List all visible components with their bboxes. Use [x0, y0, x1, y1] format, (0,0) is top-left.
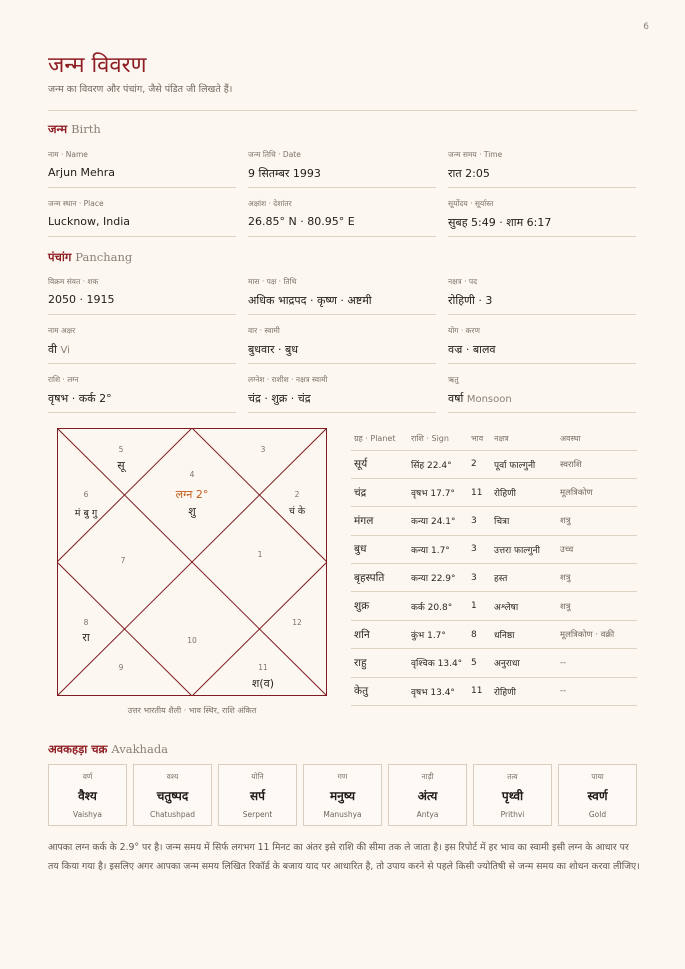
page-subtitle: जन्म का विवरण और पंचांग, जैसे पंडित जी लिखते हैं। [48, 84, 233, 95]
field-value: Arjun Mehra [48, 166, 116, 179]
sign-cell: वृषभ 17.7° [408, 478, 468, 506]
planet-cell: बृहस्पति [351, 564, 408, 592]
house-cell: 5 [468, 649, 491, 677]
kundli-chart [57, 428, 327, 696]
field-value: रात 2:05 [448, 167, 490, 180]
avakhada-value: सर्प [250, 789, 265, 803]
planet-cell: सूर्य [351, 450, 408, 478]
avakhada-card-varna [48, 764, 127, 826]
field-value-hi: वी [48, 343, 57, 356]
panchang-heading-hi: पंचांग [48, 250, 72, 264]
panchang-heading [48, 250, 132, 265]
planet-cell: मंगल [351, 507, 408, 535]
avakhada-key: नाड़ी [421, 772, 434, 781]
divider [48, 110, 637, 111]
field-value: 9 सितम्बर 1993 [248, 167, 321, 180]
field-value: अधिक भाद्रपद · कृष्ण · अष्टमी [248, 294, 372, 307]
field-date [248, 150, 436, 188]
planet-table [351, 428, 637, 706]
house-number: 4 [189, 470, 195, 479]
planet-cell: बुध [351, 535, 408, 563]
avakhada-translit: Gold [588, 810, 607, 819]
birth-heading-hi: जन्म [48, 122, 68, 136]
planet-cell: केतु [351, 677, 408, 705]
table-row [351, 592, 637, 620]
table-row [351, 620, 637, 648]
sign-cell: कुंभ 1.7° [408, 620, 468, 648]
house-planets: शु [188, 505, 196, 518]
avakhada-translit: Manushya [323, 810, 362, 819]
avakhada-heading [48, 742, 168, 757]
page-title: जन्म विवरण [48, 53, 147, 78]
avakhada-value: अंत्य [417, 789, 438, 803]
avakhada-key: तत्व [507, 772, 518, 781]
lagna-note: आपका लग्न कर्क के 2.9° पर है। जन्म समय में सिर्फ लगभग 11 मिनट का अंतर इसे राशि की सीमा तक ले जाता है। इस रिपोर्ट में हर भाव का स्वामी इसी लग्न के आधार पर तय किया गया है। इसलिए अगर आपका जन्म समय लिखित रिकॉर्ड के बजाय याद पर आधारित है, तो उपाय करने से पहले किसी ज्योतिषी से जन्म समय का शोधन करवा लीजिए। [48, 842, 640, 872]
field-label: जन्म स्थान · Place [48, 199, 104, 208]
nakshatra-cell: रोहिणी [491, 478, 557, 506]
table-row [351, 478, 637, 506]
nakshatra-cell: धनिष्ठा [491, 620, 557, 648]
sign-cell: कन्या 22.9° [408, 564, 468, 592]
planet-cell: चंद्र [351, 478, 408, 506]
field-value: 26.85° N · 80.95° E [248, 215, 355, 228]
field-label: विक्रम संवत · शक [48, 277, 99, 286]
avakhada-translit: Vaishya [73, 810, 102, 819]
column-header: अवस्था [557, 428, 637, 450]
nakshatra-cell: उत्तरा फाल्गुनी [491, 535, 557, 563]
sign-cell: कर्क 20.8° [408, 592, 468, 620]
house-cell: 3 [468, 564, 491, 592]
avakhada-translit: Serpent [242, 810, 273, 819]
house-number: 11 [258, 663, 268, 672]
house-cell: 11 [468, 677, 491, 705]
avakhada-value: मनुष्य [329, 789, 356, 803]
avakhada-card-yoni [218, 764, 297, 826]
avakhada-key: योनि [251, 772, 264, 781]
avakhada-value: वैश्य [78, 789, 97, 803]
table-row [351, 535, 637, 563]
panchang-heading-en: Panchang [75, 250, 133, 264]
field-value [448, 391, 636, 406]
field-value: वृषभ · कर्क 2° [48, 392, 112, 405]
field-lords [248, 375, 436, 413]
state-cell: स्वराशि [557, 450, 637, 478]
sign-cell: कन्या 24.1° [408, 507, 468, 535]
field-value: सुबह 5:49 · शाम 6:17 [448, 216, 552, 229]
sign-cell: वृश्चिक 13.4° [408, 649, 468, 677]
table-row [351, 564, 637, 592]
house-cell: 3 [468, 507, 491, 535]
column-header: राशि · Sign [408, 428, 468, 450]
field-value-hi: वर्षा [448, 392, 464, 405]
avakhada-translit: Prithvi [500, 810, 525, 819]
birth-heading-en: Birth [71, 122, 101, 136]
avakhada-card-gana [303, 764, 382, 826]
field-rashi [48, 375, 236, 413]
table-row [351, 507, 637, 535]
field-value-en: Vi [60, 345, 70, 356]
nakshatra-cell: हस्त [491, 564, 557, 592]
field-samvat [48, 277, 236, 315]
avakhada-card-nadi [388, 764, 467, 826]
field-ritu [448, 375, 636, 413]
house-planets: मं बु गु [74, 508, 98, 519]
field-label: नाम अक्षर [48, 326, 76, 335]
house-number: 7 [120, 556, 126, 565]
avakhada-translit: Chatushpad [149, 810, 196, 819]
field-label: सूर्योदय · सूर्यास्त [448, 199, 494, 208]
field-label: ऋतु [448, 375, 459, 384]
field-nakshatra [448, 277, 636, 315]
field-label: जन्म तिथि · Date [248, 150, 301, 159]
kundli-grid [57, 428, 327, 696]
field-time [448, 150, 636, 188]
nakshatra-cell: अनुराधा [491, 649, 557, 677]
field-label: अक्षांश · देशांतर [248, 199, 292, 208]
field-value: रोहिणी · 3 [448, 294, 493, 307]
avakhada-key: वर्ण [82, 772, 93, 781]
house-number: 6 [83, 490, 89, 499]
lagna-label: लग्न 2° [175, 488, 209, 501]
planet-cell: राहु [351, 649, 408, 677]
house-cell: 3 [468, 535, 491, 563]
table-header-row [351, 428, 637, 450]
field-yoga [448, 326, 636, 364]
state-cell: -- [557, 677, 637, 705]
avakhada-translit: Antya [416, 810, 439, 819]
state-cell: शत्रु [557, 507, 637, 535]
avakhada-value: स्वर्ण [587, 789, 608, 803]
house-number: 5 [118, 445, 124, 454]
field-label: वार · स्वामी [248, 326, 280, 335]
house-planets: सू [117, 459, 125, 472]
page-number: 6 [643, 22, 649, 32]
chart-caption: उत्तर भारतीय शैली · भाव स्थिर, राशि अंकित [127, 706, 257, 715]
field-label: जन्म समय · Time [448, 150, 503, 159]
table-row [351, 677, 637, 705]
table-row [351, 649, 637, 677]
nakshatra-cell: रोहिणी [491, 677, 557, 705]
field-coordinates [248, 199, 436, 237]
state-cell: -- [557, 649, 637, 677]
avakhada-heading-en: Avakhada [111, 742, 169, 756]
field-value: वज्र · बालव [448, 343, 496, 356]
house-number: 3 [260, 445, 266, 454]
avakhada-heading-hi: अवकहड़ा चक्र [48, 742, 108, 756]
column-header: ग्रह · Planet [351, 428, 408, 450]
field-label: मास · पक्ष · तिथि [248, 277, 297, 286]
field-name [48, 150, 236, 188]
house-number: 1 [257, 550, 263, 559]
avakhada-value: पृथ्वी [501, 789, 524, 803]
house-number: 2 [294, 490, 300, 499]
field-value-en: Monsoon [466, 394, 512, 405]
state-cell: मूलत्रिकोण · वक्री [557, 620, 637, 648]
avakhada-card-paya [558, 764, 637, 826]
table-row [351, 450, 637, 478]
column-header: भाव [468, 428, 491, 450]
house-number: 10 [187, 636, 197, 645]
house-cell: 11 [468, 478, 491, 506]
field-masa [248, 277, 436, 315]
nakshatra-cell: पूर्वा फाल्गुनी [491, 450, 557, 478]
avakhada-key: वश्य [166, 772, 179, 781]
house-cell: 2 [468, 450, 491, 478]
field-value: 2050 · 1915 [48, 293, 115, 306]
house-number: 12 [292, 618, 302, 627]
field-value: Lucknow, India [48, 215, 131, 228]
avakhada-card-vashya [133, 764, 212, 826]
field-name-letter [48, 326, 236, 364]
sign-cell: वृषभ 13.4° [408, 677, 468, 705]
avakhada-card-tattva [473, 764, 552, 826]
state-cell: मूलत्रिकोण [557, 478, 637, 506]
state-cell: शत्रु [557, 564, 637, 592]
house-cell: 8 [468, 620, 491, 648]
avakhada-value: चतुष्पद [156, 789, 189, 803]
column-header: नक्षत्र [491, 428, 557, 450]
house-planets: रा [82, 631, 90, 644]
planet-cell: शनि [351, 620, 408, 648]
sign-cell: कन्या 1.7° [408, 535, 468, 563]
field-value: चंद्र · शुक्र · चंद्र [248, 392, 311, 405]
field-label: लग्नेश · राशीश · नक्षत्र स्वामी [248, 375, 328, 384]
birth-heading [48, 122, 101, 137]
field-label: योग · करण [448, 326, 480, 335]
field-label: राशि · लग्न [48, 375, 79, 384]
state-cell: उच्च [557, 535, 637, 563]
avakhada-key: पाया [591, 772, 604, 781]
sign-cell: सिंह 22.4° [408, 450, 468, 478]
field-value: बुधवार · बुध [248, 343, 299, 356]
nakshatra-cell: चित्रा [491, 507, 557, 535]
house-number: 9 [118, 663, 124, 672]
avakhada-key: गण [337, 772, 348, 781]
state-cell: शत्रु [557, 592, 637, 620]
nakshatra-cell: अश्लेषा [491, 592, 557, 620]
field-sunrise-sunset [448, 199, 636, 237]
house-planets: चं के [288, 506, 306, 517]
field-place [48, 199, 236, 237]
house-planets: श(व) [251, 677, 275, 690]
house-number: 8 [83, 618, 89, 627]
field-vaar [248, 326, 436, 364]
planet-cell: शुक्र [351, 592, 408, 620]
field-label: नक्षत्र · पद [448, 277, 478, 286]
house-cell: 1 [468, 592, 491, 620]
field-value [48, 342, 236, 357]
field-label: नाम · Name [48, 150, 88, 159]
